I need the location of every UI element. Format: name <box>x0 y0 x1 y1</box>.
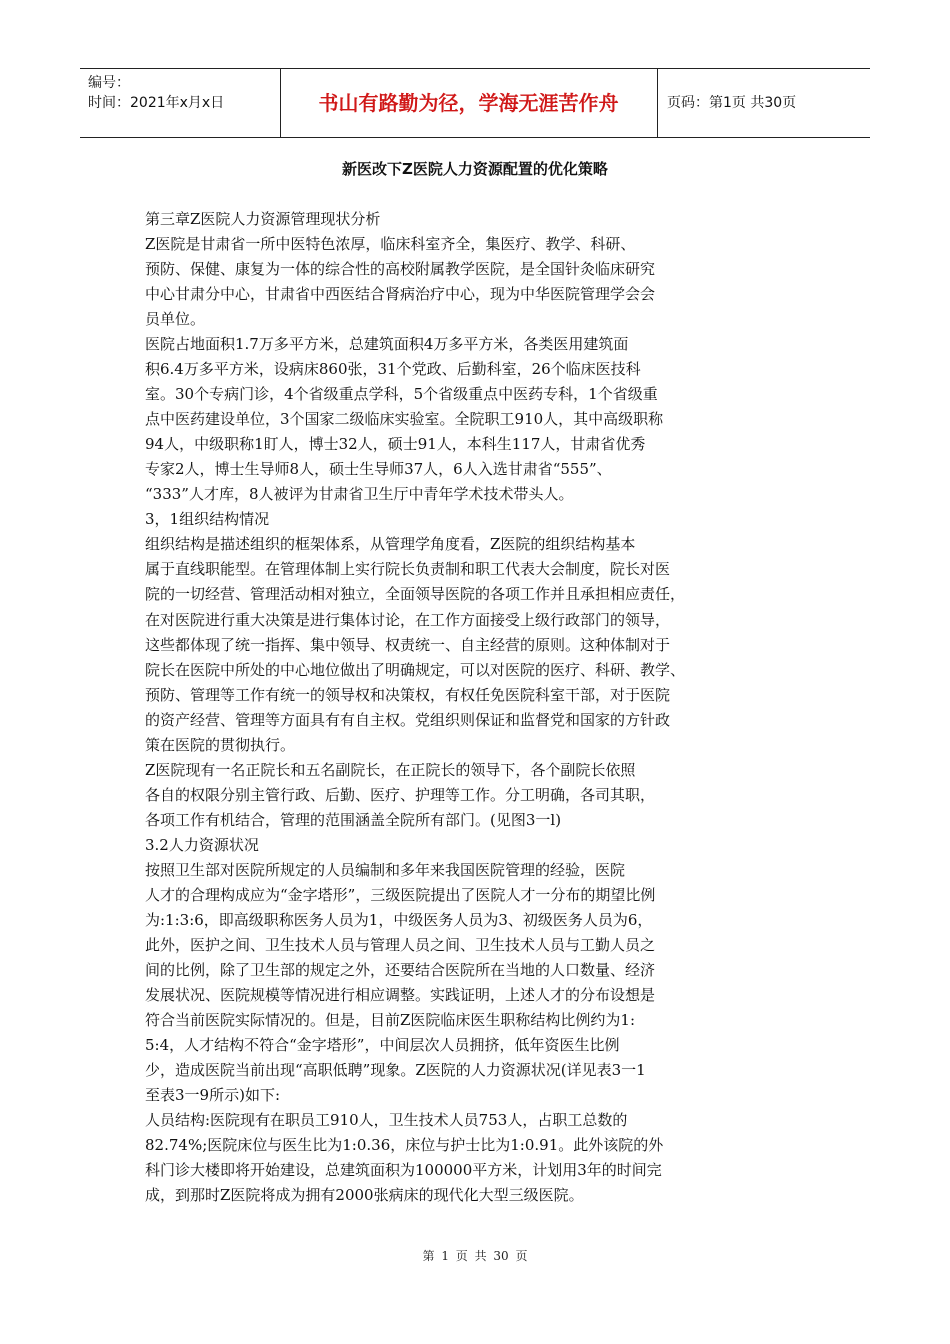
text-line: 院的一切经营、管理活动相对独立，全面领导医院的各项工作并且承担相应责任， <box>145 585 686 604</box>
text-line: 符合当前医院实际情况的。但是，目前Z医院临床医生职称结构比例约为1: <box>145 1011 636 1029</box>
text-line: 各项工作有机结合，管理的范围涵盖全院所有部门。(见图3一l) <box>145 810 562 829</box>
text-line: 按照卫生部对医院所规定的人员编制和多年来我国医院管理的经验，医院 <box>145 860 626 879</box>
text-line: 医院占地面积1.7万多平方米，总建筑面积4万多平方米，各类医用建筑面 <box>145 335 629 354</box>
text-line: Z医院现有一名正院长和五名副院长，在正院长的领导下，各个副院长依照 <box>145 760 636 779</box>
text-line: 3，1组织结构情况 <box>145 510 270 529</box>
page-footer: 第 1 页 共 30 页 <box>422 1249 528 1263</box>
text-line: 属于直线职能型。在管理体制上实行院长负责制和职工代表大会制度，院长对医 <box>145 560 671 579</box>
text-line: 至表3一9所示)如下: <box>145 1086 280 1105</box>
text-line: “333”人才库，8人被评为甘肃省卫生厅中青年学术技术带头人。 <box>145 485 574 504</box>
text-line: 科门诊大楼即将开始建设，总建筑面积为100000平方米，计划用3年的时间完 <box>145 1161 662 1180</box>
document-body <box>145 207 765 1208</box>
text-line: 点中医药建设单位，3个国家二级临床实验室。全院职工910人，其中高级职称 <box>145 410 664 429</box>
text-line: 院长在医院中所处的中心地位做出了明确规定，可以对医院的医疗、科研、教学、 <box>145 660 686 679</box>
text-line: 在对医院进行重大决策是进行集体讨论，在工作方面接受上级行政部门的领导， <box>145 610 671 629</box>
header-page-info: 页码：第1页 共30页 <box>667 95 797 111</box>
text-line: 此外，医护之间、卫生技术人员与管理人员之间、卫生技术人员与工勤人员之 <box>145 935 656 954</box>
text-line: 成，到那时Z医院将成为拥有2000张病床的现代化大型三级医院。 <box>145 1186 584 1205</box>
text-line: 各自的权限分别主管行政、后勤、医疗、护理等工作。分工明确，各司其职， <box>145 785 656 804</box>
text-line: 94人，中级职称1盯人，博士32人，硕士91人，本科生117人，甘肃省优秀 <box>145 435 646 454</box>
text-line: 3.2人力资源状况 <box>145 835 259 854</box>
text-line: 预防、保健、康复为一体的综合性的高校附属教学医院，是全国针灸临床研究 <box>145 260 656 279</box>
text-line: 员单位。 <box>145 310 206 329</box>
text-line: 策在医院的贯彻执行。 <box>145 735 296 754</box>
text-line: 人才的合理构成应为“金字塔形”，三级医院提出了医院人才一分布的期望比例 <box>145 885 656 904</box>
text-line: Z医院是甘肃省一所中医特色浓厚，临床科室齐全，集医疗、教学、科研、 <box>145 235 636 254</box>
text-line: 间的比例，除了卫生部的规定之外，还要结合医院所在当地的人口数量、经济 <box>145 960 656 979</box>
time-label: 时间：2021年x月x日 <box>88 95 225 111</box>
text-line: 的资产经营、管理等方面具有有自主权。党组织则保证和监督党和国家的方针政 <box>145 710 671 729</box>
text-line: 组织结构是描述组织的框架体系，从管理学角度看，Z医院的组织结构基本 <box>145 535 636 554</box>
text-line: 专家2人，博士生导师8人，硕士生导师37人，6人入选甘肃省“555”、 <box>145 460 612 479</box>
text-line: 预防、管理等工作有统一的领导权和决策权，有权任免医院科室干部，对于医院 <box>145 685 671 704</box>
text-line: 积6.4万多平方米，设病床860张，31个党政、后勤科室，26个临床医技科 <box>145 360 641 379</box>
text-line: 室。30个专病门诊，4个省级重点学科，5个省级重点中医药专科，1个省级重 <box>145 385 658 404</box>
document-title: 新医改下Z医院人力资源配置的优化策略 <box>342 160 608 178</box>
header-motto: 书山有路勤为径，学海无涯苦作舟 <box>318 91 619 115</box>
text-line: 中心甘肃分中心，甘肃省中西医结合肾病治疗中心，现为中华医院管理学会会 <box>145 285 656 304</box>
text-line: 82.74%;医院床位与医生比为1:0.36，床位与护士比为1:0.91。此外该院的外 <box>145 1136 664 1155</box>
text-line: 第三章Z医院人力资源管理现状分析 <box>145 210 381 228</box>
text-line: 发展状况、医院规模等情况进行相应调整。实践证明，上述人才的分布设想是 <box>145 985 656 1004</box>
header-divider <box>657 69 658 137</box>
header-meta <box>88 73 278 113</box>
text-line: 5:4，人才结构不符合“金字塔形”，中间层次人员拥挤，低年资医生比例 <box>145 1036 620 1055</box>
text-line: 少，造成医院当前出现“高职低聘”现象。Z医院的人力资源状况(详见表3一1 <box>145 1061 646 1080</box>
text-line: 人员结构:医院现有在职员工910人，卫生技术人员753人，占职工总数的 <box>145 1111 628 1130</box>
number-label: 编号： <box>88 75 130 91</box>
text-line: 这些都体现了统一指挥、集中领导、权责统一、自主经营的原则。这种体制对于 <box>145 635 671 654</box>
text-line: 为:1:3:6，即高级职称医务人员为1，中级医务人员为3、初级医务人员为6， <box>145 910 653 929</box>
page-header <box>80 68 870 138</box>
